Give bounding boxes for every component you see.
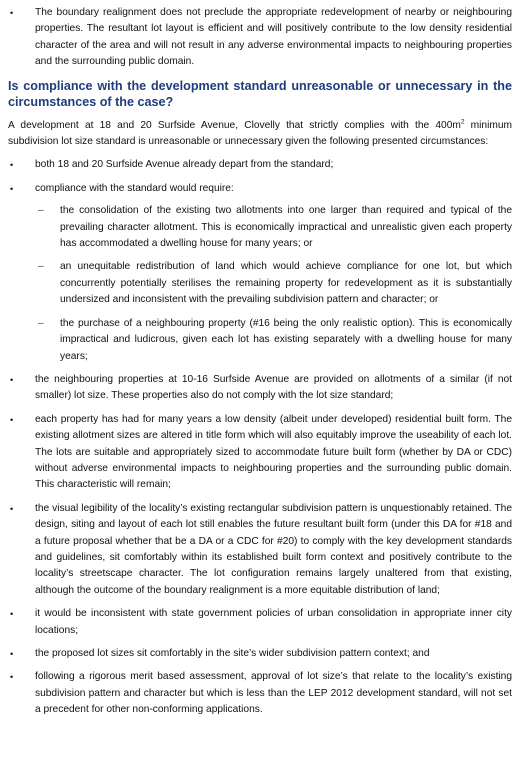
intro-text-before: A development at 18 and 20 Surfside Avenue, Clovelly that strictly complies with the 400m bbox=[8, 119, 461, 131]
bullet-marker: • bbox=[10, 374, 14, 385]
bullet-marker: • bbox=[10, 183, 14, 194]
list-item-text: compliance with the standard would require: bbox=[35, 182, 234, 194]
list-item-text: the proposed lot sizes sit comfortably in the site’s wider subdivision pattern context; and bbox=[35, 648, 430, 659]
dash-marker: – bbox=[38, 205, 44, 217]
list-item bbox=[8, 669, 512, 718]
list-item bbox=[8, 501, 512, 599]
list-item bbox=[8, 157, 512, 173]
list-item-text: the neighbouring properties at 10-16 Surfside Avenue are provided on allotments of a similar (if not smaller) lot size. These properties also do not comply with the lot size standard; bbox=[35, 373, 512, 402]
sub-list-item bbox=[35, 316, 512, 365]
circumstances-list bbox=[8, 157, 512, 718]
bullet-marker: • bbox=[10, 160, 14, 171]
sub-list-item-text: the consolidation of the existing two allotments into one larger than required and typical of the prevailing character allotment. This is economically impractical and unrealistic given each property has accommodated a dwelling house for many years; or bbox=[60, 205, 512, 250]
list-item-text: both 18 and 20 Surfside Avenue already depart from the standard; bbox=[35, 159, 334, 171]
bullet-marker: • bbox=[10, 414, 14, 425]
dash-marker: – bbox=[38, 261, 44, 273]
bullet-marker: • bbox=[10, 649, 14, 659]
sub-list-item bbox=[35, 203, 512, 252]
list-item bbox=[8, 412, 512, 494]
bullet-marker: • bbox=[10, 503, 14, 514]
bullet-marker: • bbox=[10, 609, 14, 620]
dash-marker: – bbox=[38, 317, 44, 329]
sub-list bbox=[35, 203, 512, 365]
list-item-text: each property has had for many years a low density (albeit under developed) residential built form. The existing allotment sizes are altered in title form which will also equitably improve the useability of each lot. The lots are suitable and appropriately sized to accommodate future built form (whether by DA or CDC) without adverse environmental impacts to neighbouring properties and the surrounding public domain. This characteristic will remain; bbox=[35, 413, 512, 491]
list-item-text: the visual legibility of the locality’s existing rectangular subdivision pattern is unquestionably retained. The design, siting and layout of each lot still enables the future resultant built form (under this DA for #18 and a future proposal whether that be a DA or a CDC for #20) to comply with the key development standards and guidelines, sit comfortably within its established built form context and positively contribute to the locality’s streetscape character. The lot configuration remains largely unaltered from that existing, although the outcome of the boundary realignment is a more equitable distribution of land; bbox=[35, 502, 512, 596]
list-item-text: it would be inconsistent with state government policies of urban consolidation in appropriate inner city locations; bbox=[35, 608, 512, 636]
list-item-text: The boundary realignment does not preclude the appropriate redevelopment of nearby or neighbouring properties. The resultant lot layout is efficient and will positively contribute to the low density residential character of the area and will not result in any adverse environmental impacts to neighbouring properties and the surrounding public domain. bbox=[35, 7, 512, 68]
bullet-marker: • bbox=[10, 672, 14, 683]
list-item bbox=[8, 646, 512, 662]
sub-list-item bbox=[35, 259, 512, 308]
section-heading: Is compliance with the development standard unreasonable or unnecessary in the circumstances of the case? bbox=[8, 78, 512, 109]
list-item bbox=[8, 181, 512, 365]
intro-paragraph bbox=[8, 118, 512, 151]
sub-list-item-text: an unequitable redistribution of land which would achieve compliance for one lot, but which concurrently potentially sterilises the remaining property for redevelopment as it is substantially undersized and inconsistent with the prevailing subdivision pattern and character; or bbox=[60, 261, 512, 306]
intro-text-after: minimum subdivision lot size standard is unreasonable or unnecessary given the following presented circumstances: bbox=[8, 119, 512, 148]
list-item-text: following a rigorous merit based assessment, approval of lot size’s that relate to the locality’s existing subdivision pattern and character but which is less than the LEP 2012 development standard, will not set a precedent for other non-conforming applications. bbox=[35, 671, 512, 716]
list-item bbox=[8, 372, 512, 405]
sub-list-item-text: the purchase of a neighbouring property (#16 being the only realistic option). This is economically impractical and ludicrous, given each lot has existing separately with a dwelling house for many years; bbox=[60, 317, 512, 362]
list-item bbox=[8, 606, 512, 639]
superscript: 2 bbox=[460, 118, 465, 126]
bullet-marker: • bbox=[10, 8, 14, 18]
list-item bbox=[8, 5, 512, 71]
top-bullet-list bbox=[8, 5, 512, 71]
